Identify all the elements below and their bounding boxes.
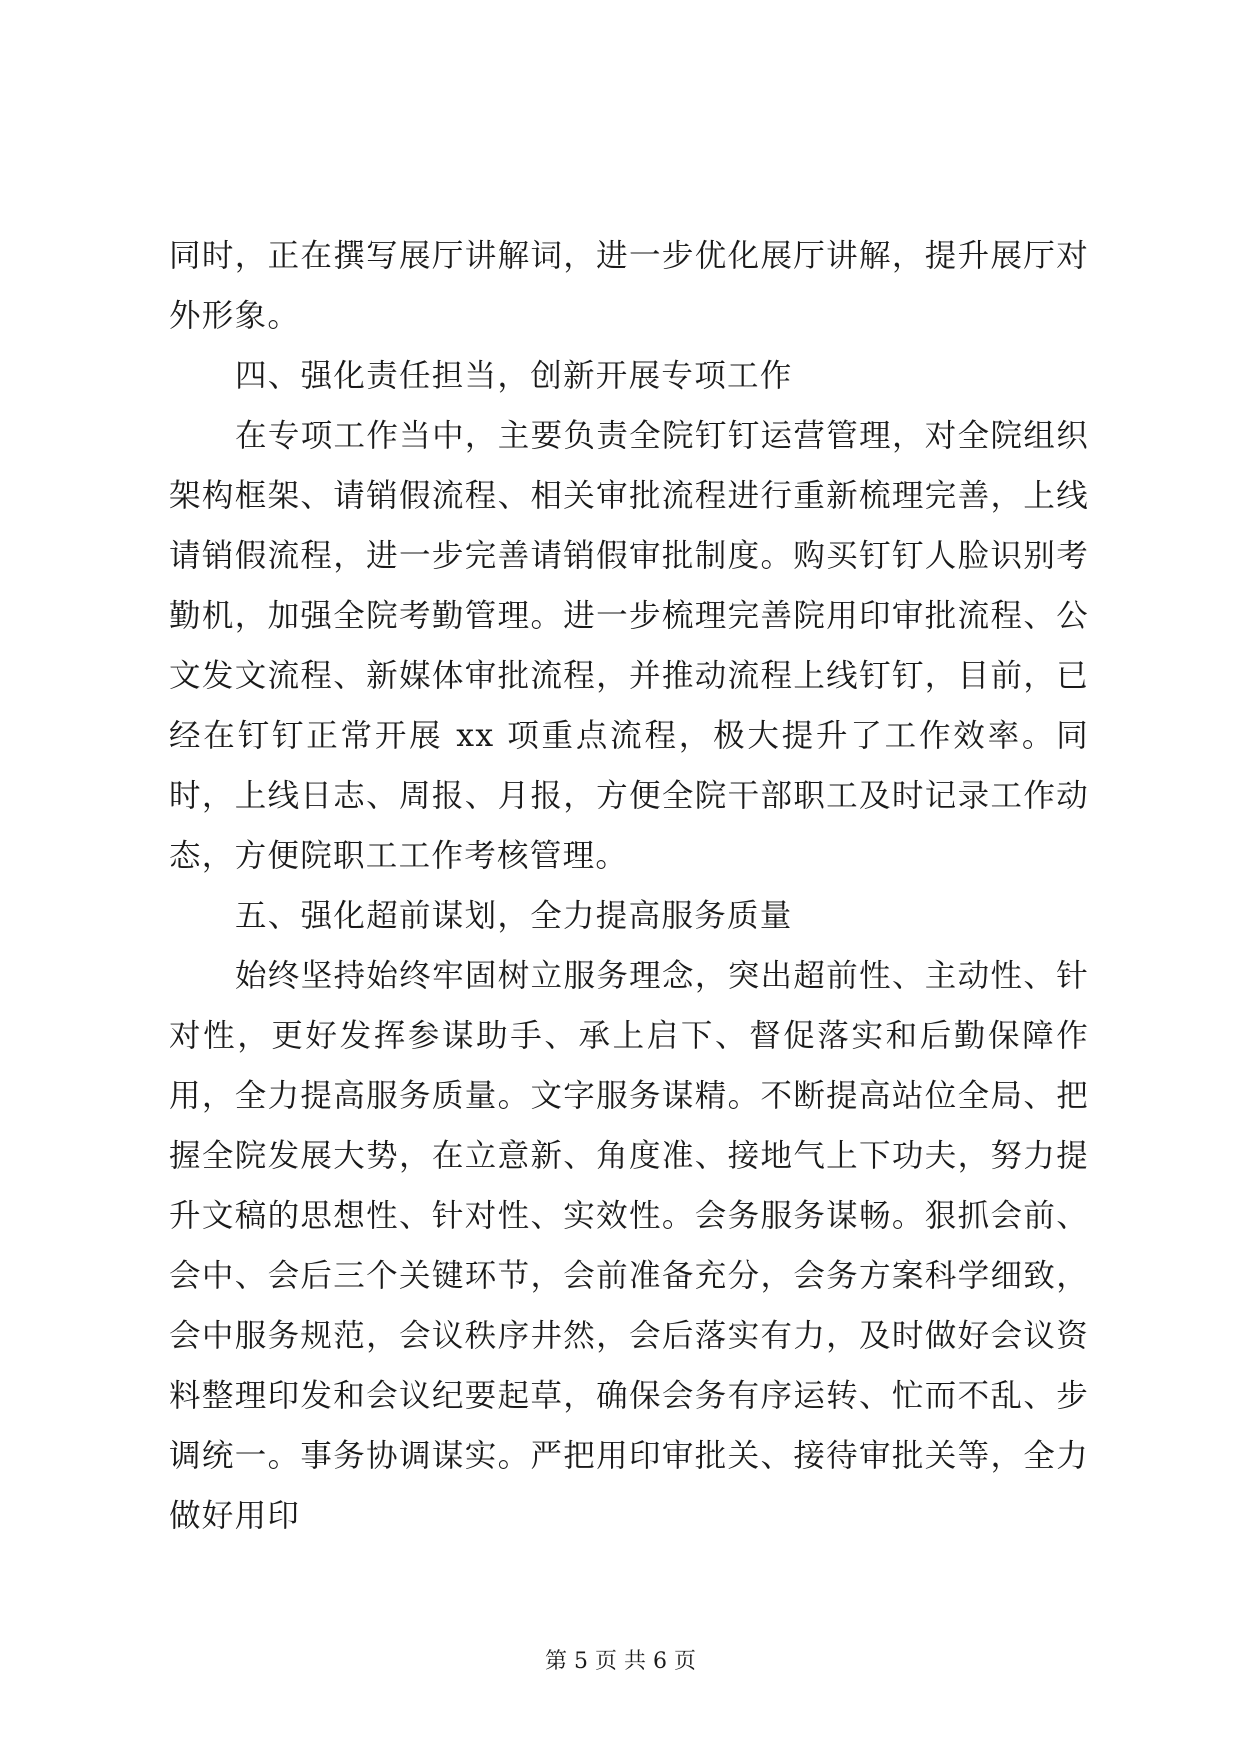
- section-heading-5: 五、强化超前谋划，全力提高服务质量: [235, 898, 793, 934]
- page-footer: 第 5 页 共 6 页: [545, 1649, 696, 1674]
- section-heading-4: 四、强化责任担当，创新开展专项工作: [235, 358, 793, 394]
- document-body: [169, 226, 1089, 1546]
- paragraph-service-quality: 始终坚持始终牢固树立服务理念，突出超前性、主动性、针对性，更好发挥参谋助手、承上启下、督促落实和后勤保障作用，全力提高服务质量。文字服务谋精。不断提高站位全局、把握全院发展大势，在立意新、角度准、接地气上下功夫，努力提升文稿的思想性、针对性、实效性。会务服务谋畅。狠抓会前、会中、会后三个关键环节，会前准备充分，会务方案科学细致，会中服务规范，会议秩序井然，会后落实有力，及时做好会议资料整理印发和会议纪要起草，确保会务有序运转、忙而不乱、步调统一。事务协调谋实。严把用印审批关、接待审批关等，全力做好用印: [169, 958, 1089, 1534]
- paragraph-continuation: 同时，正在撰写展厅讲解词，进一步优化展厅讲解，提升展厅对外形象。: [169, 238, 1089, 334]
- paragraph-special-work: 在专项工作当中，主要负责全院钉钉运营管理，对全院组织架构框架、请销假流程、相关审批流程进行重新梳理完善，上线请销假流程，进一步完善请销假审批制度。购买钉钉人脸识别考勤机，加强全院考勤管理。进一步梳理完善院用印审批流程、公文发文流程、新媒体审批流程，并推动流程上线钉钉，目前，已经在钉钉正常开展 xx 项重点流程，极大提升了工作效率。同时，上线日志、周报、月报，方便全院干部职工及时记录工作动态，方便院职工工作考核管理。: [169, 418, 1089, 874]
